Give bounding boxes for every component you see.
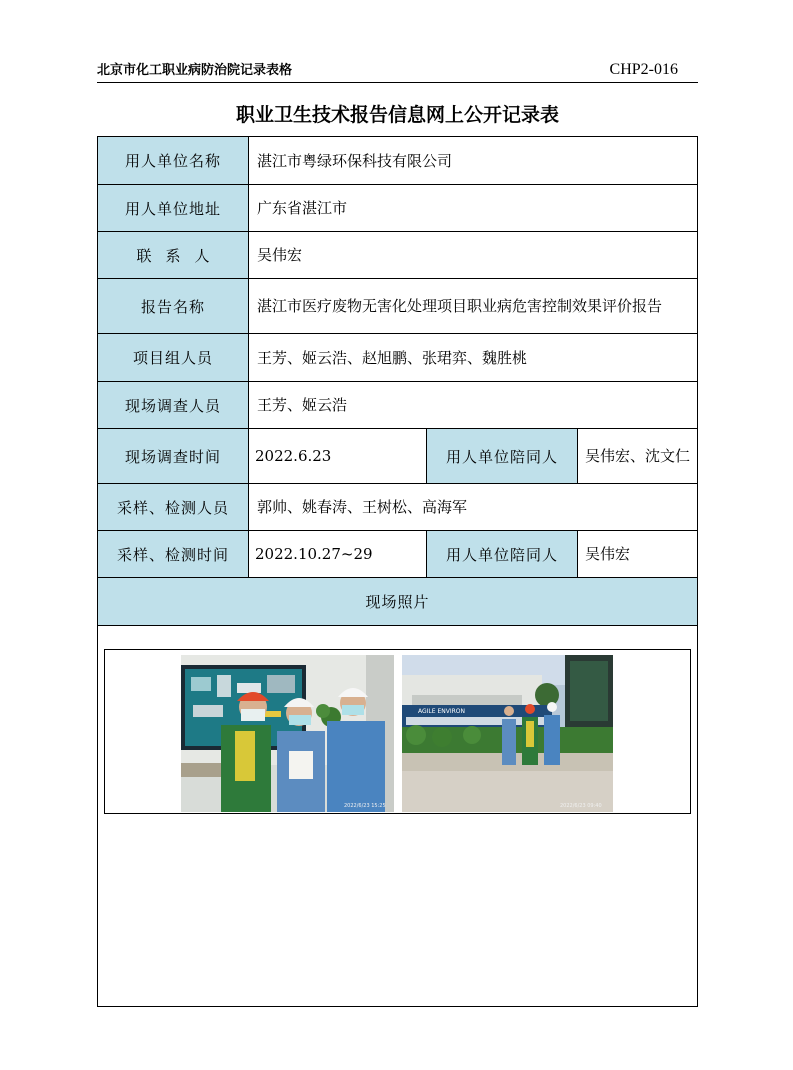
row-label: 采样、检测时间 bbox=[98, 531, 249, 577]
report-name-value: 湛江市医疗废物无害化处理项目职业病危害控制效果评价报告 bbox=[257, 297, 663, 315]
record-table bbox=[97, 136, 698, 1007]
sampling-escort-value: 吴伟宏 bbox=[585, 545, 631, 563]
survey-staff-value: 王芳、姬云浩 bbox=[257, 396, 348, 414]
contact-value: 吴伟宏 bbox=[257, 246, 303, 264]
team-value: 王芳、姬云浩、赵旭鹏、张珺弈、魏胜桃 bbox=[257, 348, 528, 367]
sign-text: AGILE ENVIRON bbox=[418, 708, 465, 715]
unit-name-value: 湛江市粤绿环保科技有限公司 bbox=[257, 151, 453, 170]
photos-panel bbox=[104, 649, 691, 814]
table-row bbox=[98, 578, 697, 626]
control-room-photo bbox=[181, 655, 394, 812]
row-label: 联系人 bbox=[98, 232, 249, 278]
row-label: 用人单位名称 bbox=[98, 137, 249, 184]
row-label: 用人单位陪同人 bbox=[427, 429, 578, 483]
photo-timestamp: 2022/6/23 15:25 bbox=[344, 803, 386, 809]
table-row bbox=[98, 232, 697, 279]
photos-heading: 现场照片 bbox=[98, 578, 697, 625]
row-label: 用人单位陪同人 bbox=[427, 531, 578, 577]
unit-address-value: 广东省湛江市 bbox=[257, 199, 348, 217]
row-label: 现场调查时间 bbox=[98, 429, 249, 483]
sampling-staff-value: 郭帅、姚春涛、王树松、高海军 bbox=[257, 498, 468, 516]
table-row bbox=[98, 484, 697, 531]
table-row bbox=[98, 429, 697, 484]
organization-name: 北京市化工职业病防治院记录表格 bbox=[97, 63, 293, 78]
photo-timestamp: 2022/6/23 09:40 bbox=[560, 803, 602, 809]
row-label: 现场调查人员 bbox=[98, 382, 249, 428]
survey-escort-value: 吴伟宏、沈文仁 bbox=[585, 447, 691, 465]
document-header bbox=[97, 60, 698, 83]
table-row bbox=[98, 137, 697, 185]
table-row bbox=[98, 382, 697, 429]
table-row bbox=[98, 185, 697, 232]
row-label: 报告名称 bbox=[98, 279, 249, 333]
table-row bbox=[98, 279, 697, 334]
row-label: 采样、检测人员 bbox=[98, 484, 249, 530]
page-title: 职业卫生技术报告信息网上公开记录表 bbox=[235, 104, 559, 126]
row-label: 用人单位地址 bbox=[98, 185, 249, 231]
form-code: CHP2-016 bbox=[609, 61, 678, 78]
survey-time-value: 2022.6.23 bbox=[249, 429, 427, 483]
sampling-time-value: 2022.10.27~29 bbox=[249, 531, 427, 577]
table-row bbox=[98, 531, 697, 578]
table-row bbox=[98, 334, 697, 382]
row-label: 项目组人员 bbox=[98, 334, 249, 381]
building-entrance-photo bbox=[402, 655, 613, 812]
